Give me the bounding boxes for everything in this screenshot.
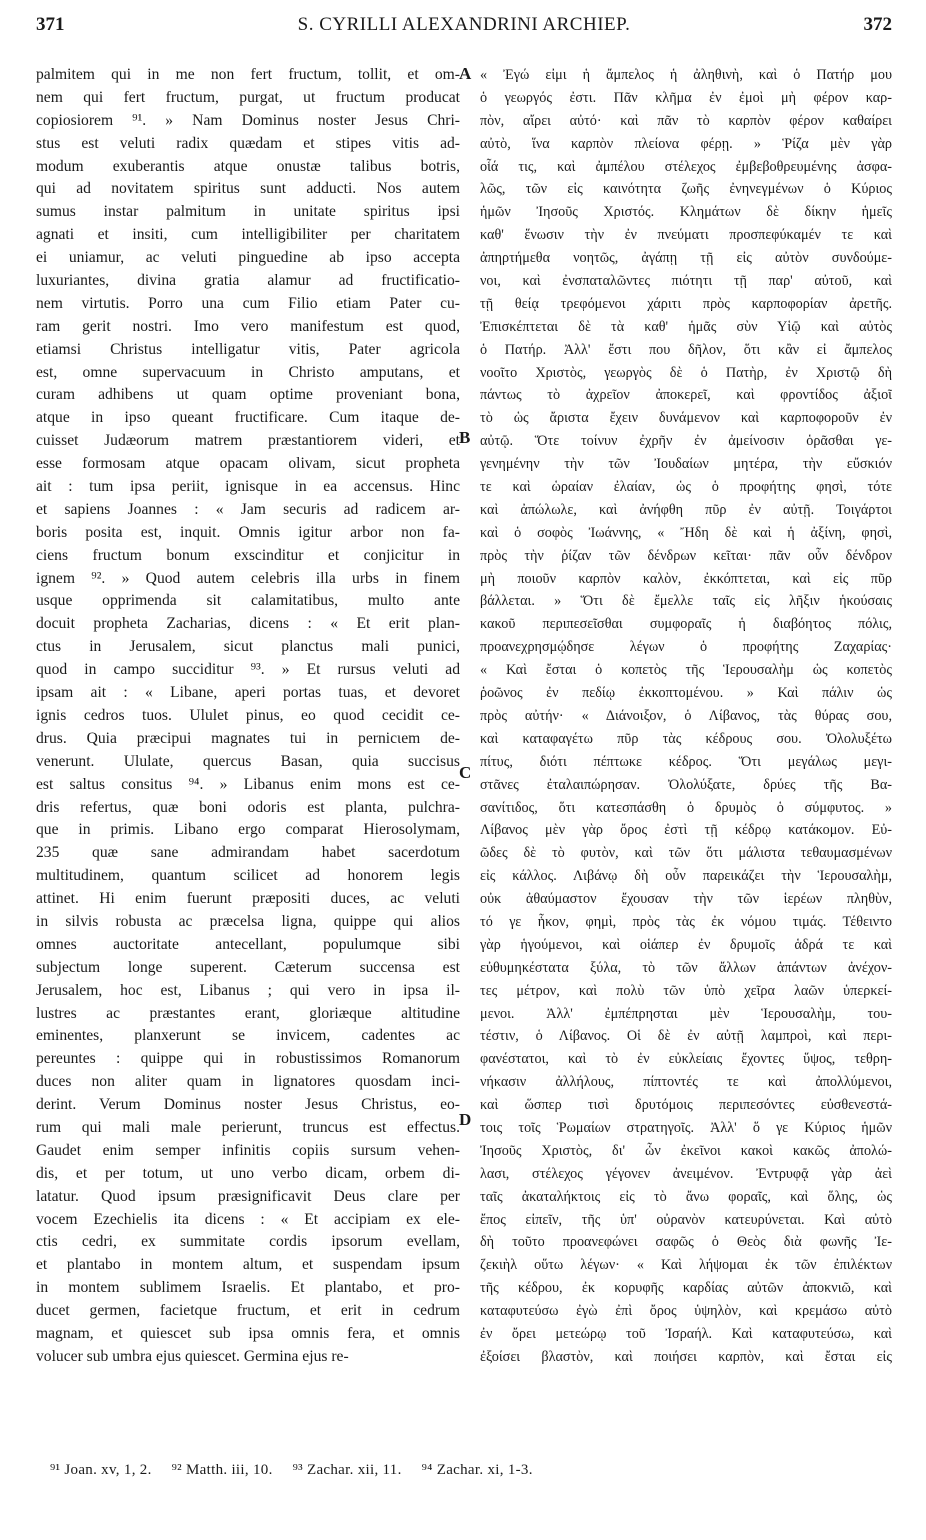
greek-text-line: δὴ τοῦτο προανεφώνει σαφῶς ὁ Θεὸς διὰ φωνῆς Ἰε- (480, 1234, 892, 1251)
latin-text-line: ei uniamur, ac veluti pinguedine ab ipso accepta (36, 249, 460, 267)
latin-text-line: est, omne supervacuum in Christo amputans, et (36, 363, 460, 381)
latin-text-line: dris refertus, quæ boni odoris est planta, pulchra- (36, 798, 460, 816)
greek-text-line: μενοι. Ἀλλ' ἐμπέπρησται μὲν Ἱερουσαλὴμ, του- (480, 1005, 892, 1022)
latin-text-line: dis, et per totum, ut uno verbo dicam, orbem di- (36, 1164, 460, 1182)
latin-text-line: quod in campo succiditur ⁹³. » Et rursus veluti ad (36, 661, 460, 679)
latin-text-line: nem qui fert fructum, purgat, ut fructum producat (36, 88, 460, 106)
footnote: ⁹³ Zachar. xii, 11. (292, 1462, 402, 1478)
greek-text-line: ταῖς ἀκαταλήκτοις εἰς τὸ ἄνω φοραῖς, καὶ ὅλης, ὡς (480, 1188, 892, 1205)
latin-text-line: ducet germen, facietque fructum, et erit in cedrum (36, 1302, 460, 1320)
latin-text-line: sumus instar palmitum in unitate spiritus ipsi (36, 203, 460, 221)
greek-text-line: τῇ θείᾳ τρεφόμενοι χάριτι πρὸς καρποφορίαν ἀρετῆς. (480, 295, 892, 312)
latin-text-line: boris posita est, inquit. Omnis igitur arbor non fa- (36, 523, 460, 541)
running-title: S. CYRILLI ALEXANDRINI ARCHIEP. (297, 14, 631, 35)
running-header (36, 14, 892, 44)
latin-text-line: subjectum longe superent. Cæterum succensa est (36, 958, 460, 976)
latin-text-line: pereuntes : quippe qui in robustissimos Romanorum (36, 1050, 460, 1068)
greek-text-line: καὶ ὁ σοφὸς Ἰωάννης, « Ἤδη δὲ καὶ ἡ ἀξίνη, φησὶ, (480, 524, 892, 541)
greek-text-line: ἡμῶν Ἰησοῦς Χριστός. Κλημάτων δὲ δίκην ἡμεῖς (480, 204, 892, 221)
latin-text-line: lustres ac præstantes erant, gloriæque altitudine (36, 1004, 460, 1022)
latin-text-line: palmitem qui in me non fert fructum, tollit, et om- (36, 66, 460, 83)
greek-column (480, 64, 892, 1369)
greek-text-line: στᾶνες ἐταλαιπώρησαν. Ὀλολύξατε, δρύες τῆς Βα- (480, 776, 892, 793)
greek-text-line: γενημένην τὴν τῶν Ἰουδαίων μητέρα, τὴν εὔσκιόν (480, 456, 892, 473)
greek-text-line: τῆς κέδρου, ἐκ κορυφῆς καρδίας αὐτῶν ἀποκνιῶ, καὶ (480, 1280, 892, 1297)
greek-text-line: γὰρ ἡγούμενοι, καὶ οἱάπερ ἐν δρυμοῖς ἁδρά τε καὶ (480, 936, 892, 953)
latin-text-line: atque in ipso queant fructificare. Cum itaque de- (36, 409, 460, 427)
latin-text-line: agnati et insiti, cum intelligibiliter per charitatem (36, 226, 460, 244)
latin-text-line: drus. Quia præcipui magnates tui in pernicιem de- (36, 729, 460, 747)
latin-text-line: eminentes, planxerunt se invicem, cadentes ac (36, 1027, 460, 1045)
greek-text-line: μὴ ποιοῦν καρπὸν καλὸν, ἐκκόπτεται, καὶ εἰς πῦρ (480, 570, 892, 587)
latin-text-line: esse formosam atque opacam olivam, sicut propheta (36, 455, 460, 473)
greek-text-line: πίτυς, διότι πέπτωκε κέδρος. Ὅτι μεγάλως μεγι- (480, 753, 892, 770)
greek-text-line: πρὸς τὴν ῥίζαν τῶν δένδρων κεῖται· πᾶν οὖν δένδρον (480, 547, 892, 564)
latin-text-line: omnes auctoritate antecellant, populumque sibi (36, 935, 460, 953)
latin-text-line: qui ad novitatem spiritus sunt adducti. Nos autem (36, 180, 460, 198)
latin-text-line: latatur. Quod ipsum præsignificavit Deus clare per (36, 1187, 460, 1205)
greek-text-line: τε καὶ ὡραίαν ἐλαίαν, ὡς ὁ προφήτης φησὶ, τότε (480, 479, 892, 496)
greek-text-line: καθ' ἕνωσιν τὴν ἐν πνεύματι προσπεφύκαμέν τε καὶ (480, 227, 892, 244)
latin-text-line: Gaudet enim semper infinitis copiis sursum vehen- (36, 1141, 460, 1159)
greek-text-line: τό γε ἧκον, φημὶ, πρὸς τὰς ἐκ νόμου τιμάς. Τέθειντο (480, 913, 892, 930)
latin-text-line: stus est veluti radix quædam et stipes vitis ad- (36, 134, 460, 152)
greek-text-line: ἔπος εἰπεῖν, τῆς ὑπ' οὐρανὸν κατευρύνεται. Καὶ αὐτὸ (480, 1211, 892, 1228)
greek-text-line: τέστιν, ὁ Λίβανος. Οἱ δὲ ἐν αὐτῇ λαμπροὶ, καὶ περι- (480, 1028, 892, 1045)
latin-text-line: que in primis. Libano ergo comparat Hierosolymam, (36, 821, 460, 839)
greek-text-line: Ἰησοῦς Χριστὸς, δι' ὧν ἐκεῖνοι κακοὶ κακῶς ἀπολώ- (480, 1142, 892, 1159)
greek-text-line: τες μέτρον, καὶ πολὺ τῶν ὑπὸ χεῖρα λαῶν ὑπερκεί- (480, 982, 892, 999)
greek-text-line: κακοῦ περιπεσεῖσθαι συμφοραῖς ἡ διαβόητος πόλις, (480, 616, 892, 633)
latin-text-line: nem virtutis. Porro una cum Filio etiam Pater cu- (36, 294, 460, 312)
footnotes (50, 1462, 870, 1479)
latin-text-line: et sapiens Joannes : « Jam securis ad radicem ar- (36, 500, 460, 518)
latin-text-line: et plantabo in montem altum, et suspendam ipsum (36, 1256, 460, 1274)
latin-text-line: ipsam ait : « Libane, aperi portas tuas, et devoret (36, 684, 460, 702)
greek-text-line: οὐκ ἀθαύμαστον ἔχουσαν τὴν τῶν ἱερέων πληθὺν, (480, 891, 892, 908)
footnote: ⁹² Matth. iii, 10. (171, 1462, 273, 1478)
latin-text-line: derint. Verum Dominus noster Jesus Christus, eo- (36, 1096, 460, 1114)
latin-text-line: copiosiorem ⁹¹. » Nam Dominus noster Jesus Chri- (36, 111, 460, 129)
greek-text-line: ζεκιὴλ οὕτω λέγων· « Καὶ λήψομαι ἐκ τῶν ἐπιλέκτων (480, 1257, 892, 1274)
greek-text-line: εὐθυμηκέστατα ξύλα, τὸ τῶν ἄλλων ἁπάντων ἀνέχον- (480, 959, 892, 976)
greek-text-line: ῥοῶνος ἐν πεδίῳ ἐκκοπτομένου. » Καὶ πάλιν ὡς (480, 685, 892, 702)
latin-text-line: est saltus consitus ⁹⁴. » Libanus enim mons est ce- (36, 775, 460, 793)
greek-text-line: Ἐπισκέπτεται δὲ τὰ καθ' ἡμᾶς σὺν Υἱῷ καὶ αὐτὸς (480, 318, 892, 335)
latin-text-line: rum qui mali male perierunt, truncus est effectus. (36, 1118, 460, 1136)
latin-text-line: volucer sub umbra ejus quiescet. Germina ejus re- (36, 1347, 349, 1365)
latin-text-line: duces non aliter quam in lignatores quosdam inci- (36, 1073, 460, 1091)
greek-text-line: βάλλεται. » Ὅτι δὲ ἔμελλε ταῖς εἰς λῆξιν ἡκούσαις (480, 593, 892, 610)
greek-text-line: ὁ Πατήρ. Ἀλλ' ἔστι που δῆλον, ὅτι κἂν εἰ ἄμπελος (480, 341, 892, 358)
latin-text-line: 235 quæ sane admirandam habet sacerdotum (36, 844, 460, 862)
latin-text-line: modum exuberantis atque onustæ talibus botris, (36, 157, 460, 175)
margin-letter-b: B (459, 428, 471, 447)
latin-text-line: multitudinem, quantum scilicet ad honorem legis (36, 867, 460, 885)
greek-text-line: τοις τοῖς Ῥωμαίων στρατηγοῖς. Ἀλλ' ὅ γε Κύριος ἡμῶν (480, 1119, 892, 1136)
greek-text-line: « Καὶ ἔσται ὁ κοπετὸς τῆς Ἱερουσαλὴμ ὡς κοπετὸς (480, 662, 892, 679)
page-number-right: 372 (863, 14, 892, 35)
latin-text-line: in montem sublimem Israelis. Et plantabo, et pro- (36, 1279, 460, 1297)
greek-text-line: αὐτὸ, ἵνα καρπὸν πλείονα φέρῃ. » Ῥίζα μὲν γὰρ (480, 135, 892, 152)
greek-text-line: λῶς, τῶν εἰς καινότητα ζωῆς ἐνηνεγμένων ὁ Κύριος (480, 181, 892, 198)
greek-text-line: πὸν, αἴρει αὐτό· καὶ πᾶν τὸ καρπὸν φέρον καθαίρει (480, 112, 892, 129)
latin-text-line: etiamsi Christus intelligatur vitis, Pater agricola (36, 340, 460, 358)
greek-text-line: ὁ γεωργός ἐστι. Πᾶν κλῆμα ἐν ἐμοὶ μὴ φέρον καρ- (480, 89, 892, 106)
latin-text-line: ctus in Jerusalem, sicut planctus mali punici, (36, 638, 460, 656)
latin-text-line: ignem ⁹². » Quod autem celebris illa urbs in finem (36, 569, 460, 587)
greek-text-line: λασι, στέλεχος γέγονεν ἀνειμένον. Ἐντρυφᾷ γὰρ ἀεὶ (480, 1165, 892, 1182)
greek-text-line: καταφυτεύσω ἐγὼ ἐπὶ ὄρος ὑψηλὸν, καὶ κρεμάσω αὐτὸ (480, 1303, 892, 1320)
footnote: ⁹⁴ Zachar. xi, 1-3. (421, 1462, 533, 1478)
greek-text-line: νήκασιν ἀλλήλους, πίπτοντές τε καὶ ἀπολλύμενοι, (480, 1074, 892, 1091)
greek-text-line: ἐξοίσει βλαστὸν, καὶ ποιήσει καρπὸν, καὶ ἔσται εἰς (480, 1348, 892, 1365)
latin-text-line: usque opprimenda sit calamitatibus, multo ante (36, 592, 460, 610)
greek-text-line: προανεχρησμῴδησε λέγων ὁ προφήτης Ζαχαρίας· (480, 639, 892, 656)
greek-text-line: καὶ καταφαγέτω πῦρ τὰς κέδρους σου. Ὀλολυξέτω (480, 730, 892, 747)
greek-text-line: πάντως τὸ ἀχρεῖον ἀποκερεῖ, καὶ φροντίδος ἀξιοῖ (480, 387, 892, 404)
latin-text-line: docuit propheta Zacharias, dicens : « Et erit plan- (36, 615, 460, 633)
greek-text-line: τὸ ὡς ἄριστα ἔχειν δυνάμενον καὶ καρποφοροῦν ἐν (480, 410, 892, 427)
greek-text-line: ῶδες δὲ τὸ φυτὸν, καὶ τῶν ὅτι μάλιστα τεθαυμασμένων (480, 845, 892, 862)
greek-text-line: Λίβανος μὲν γὰρ ὄρος ἐστὶ τῇ κέδρῳ κατάκομον. Εὐ- (480, 822, 892, 839)
latin-text-line: attinet. Hi enim fuerunt præpositi duces, ac veluti (36, 890, 460, 908)
margin-letter-d: D (459, 1110, 472, 1129)
greek-text-line: νοοῖτο Χριστὸς, γεωργὸς δὲ ὁ Πατὴρ, ἐν Χριστῷ δὴ (480, 364, 892, 381)
latin-text-line: vocem Ezechielis ita dicens : « Et accipiam ex ele- (36, 1210, 460, 1228)
greek-text-line: φανέστατοι, καὶ τὸ ἐν εὐκλείαις ἔχοντες ὕψος, τεθρη- (480, 1051, 892, 1068)
greek-text-line: καὶ ἀπώλωλε, καὶ ἀνήφθη πῦρ ἐν αὐτῇ. Τοιγάρτοι (480, 501, 892, 518)
latin-text-line: ciens fructum bonum exscinditur et conjicitur in (36, 546, 460, 564)
latin-text-line: in silvis robusta ac præcelsa ligna, quippe qui alios (36, 912, 460, 930)
greek-text-line: « Ἐγώ εἰμι ἡ ἄμπελος ἡ ἀληθινὴ, καὶ ὁ Πατήρ μου (480, 67, 892, 83)
greek-text-line: αὐτῷ. Ὅτε τοίνυν ἐχρῆν ἐν ἀμείνοσιν ὁρᾶσθαι γε- (480, 433, 892, 450)
latin-text-line: luxuriantes, divina gratia alamur ad fructificatio- (36, 272, 460, 290)
latin-text-line: Jerusalem, hoc est, Libanus ; qui vero in ipsa il- (36, 981, 460, 999)
greek-text-line: ἀπηρτήμεθα νοητῶς, ἀγάπῃ τῇ εἰς αὐτὸν συνδούμε- (480, 250, 892, 267)
latin-text-line: venerunt. Ululate, quercus Basan, quia succisus (36, 752, 460, 770)
latin-text-line: ait : tum ipsa periit, ignisque in ea accensus. Hinc (36, 478, 460, 496)
greek-text-line: πρὸς αὐτήν· « Διάνοιξον, ὁ Λίβανος, τὰς θύρας σου, (480, 707, 892, 724)
greek-text-line: νοι, καὶ ἐνσπαταλῶντες πιότητι τῇ παρ' αὐτοῦ, καὶ (480, 273, 892, 290)
greek-text-line: εἰς κάλλος. Λιβάνῳ δὴ οὖν παρεικάζει τὴν Ἱερουσαλὴμ, (480, 868, 892, 885)
latin-text-line: ram gerit nostri. Imo vero manifestum est quod, (36, 317, 460, 335)
margin-letter-a: A (459, 64, 472, 83)
latin-text-line: curam adhibens ut quam optime proveniant bona, (36, 386, 460, 404)
latin-text-line: cuisset Judæorum matrem præstantiorem videri, et (36, 432, 460, 450)
latin-text-line: ignis cedros tuos. Ululet pinus, eo quod cecidit ce- (36, 706, 460, 724)
page-number-left: 371 (36, 14, 65, 35)
latin-column (36, 64, 460, 1369)
footnote: ⁹¹ Joan. xv, 1, 2. (50, 1462, 152, 1478)
greek-text-line: σανίτιδος, ὅτι κατεσπάσθη ὁ δρυμὸς ὁ σύμφυτος. » (480, 799, 892, 816)
greek-text-line: οἷά τις, καὶ ἀμπέλου στέλεχος ἐμβεβοθρευμένης ἀσφα- (480, 158, 892, 175)
latin-text-line: ctis cedri, ex summitate cordis ipsorum evellam, (36, 1233, 460, 1251)
margin-letter-c: C (459, 763, 472, 782)
greek-text-line: καὶ ὥσπερ τισὶ δρυτόμοις περιπεσόντες εὐσθενεστά- (480, 1097, 892, 1114)
latin-text-line: magnam, et quiescet sub ipsa omnis fera, et omnis (36, 1324, 460, 1342)
greek-text-line: ἐν ὄρει μετεώρῳ τοῦ Ἰσραήλ. Καὶ καταφυτεύσω, καὶ (480, 1325, 892, 1342)
